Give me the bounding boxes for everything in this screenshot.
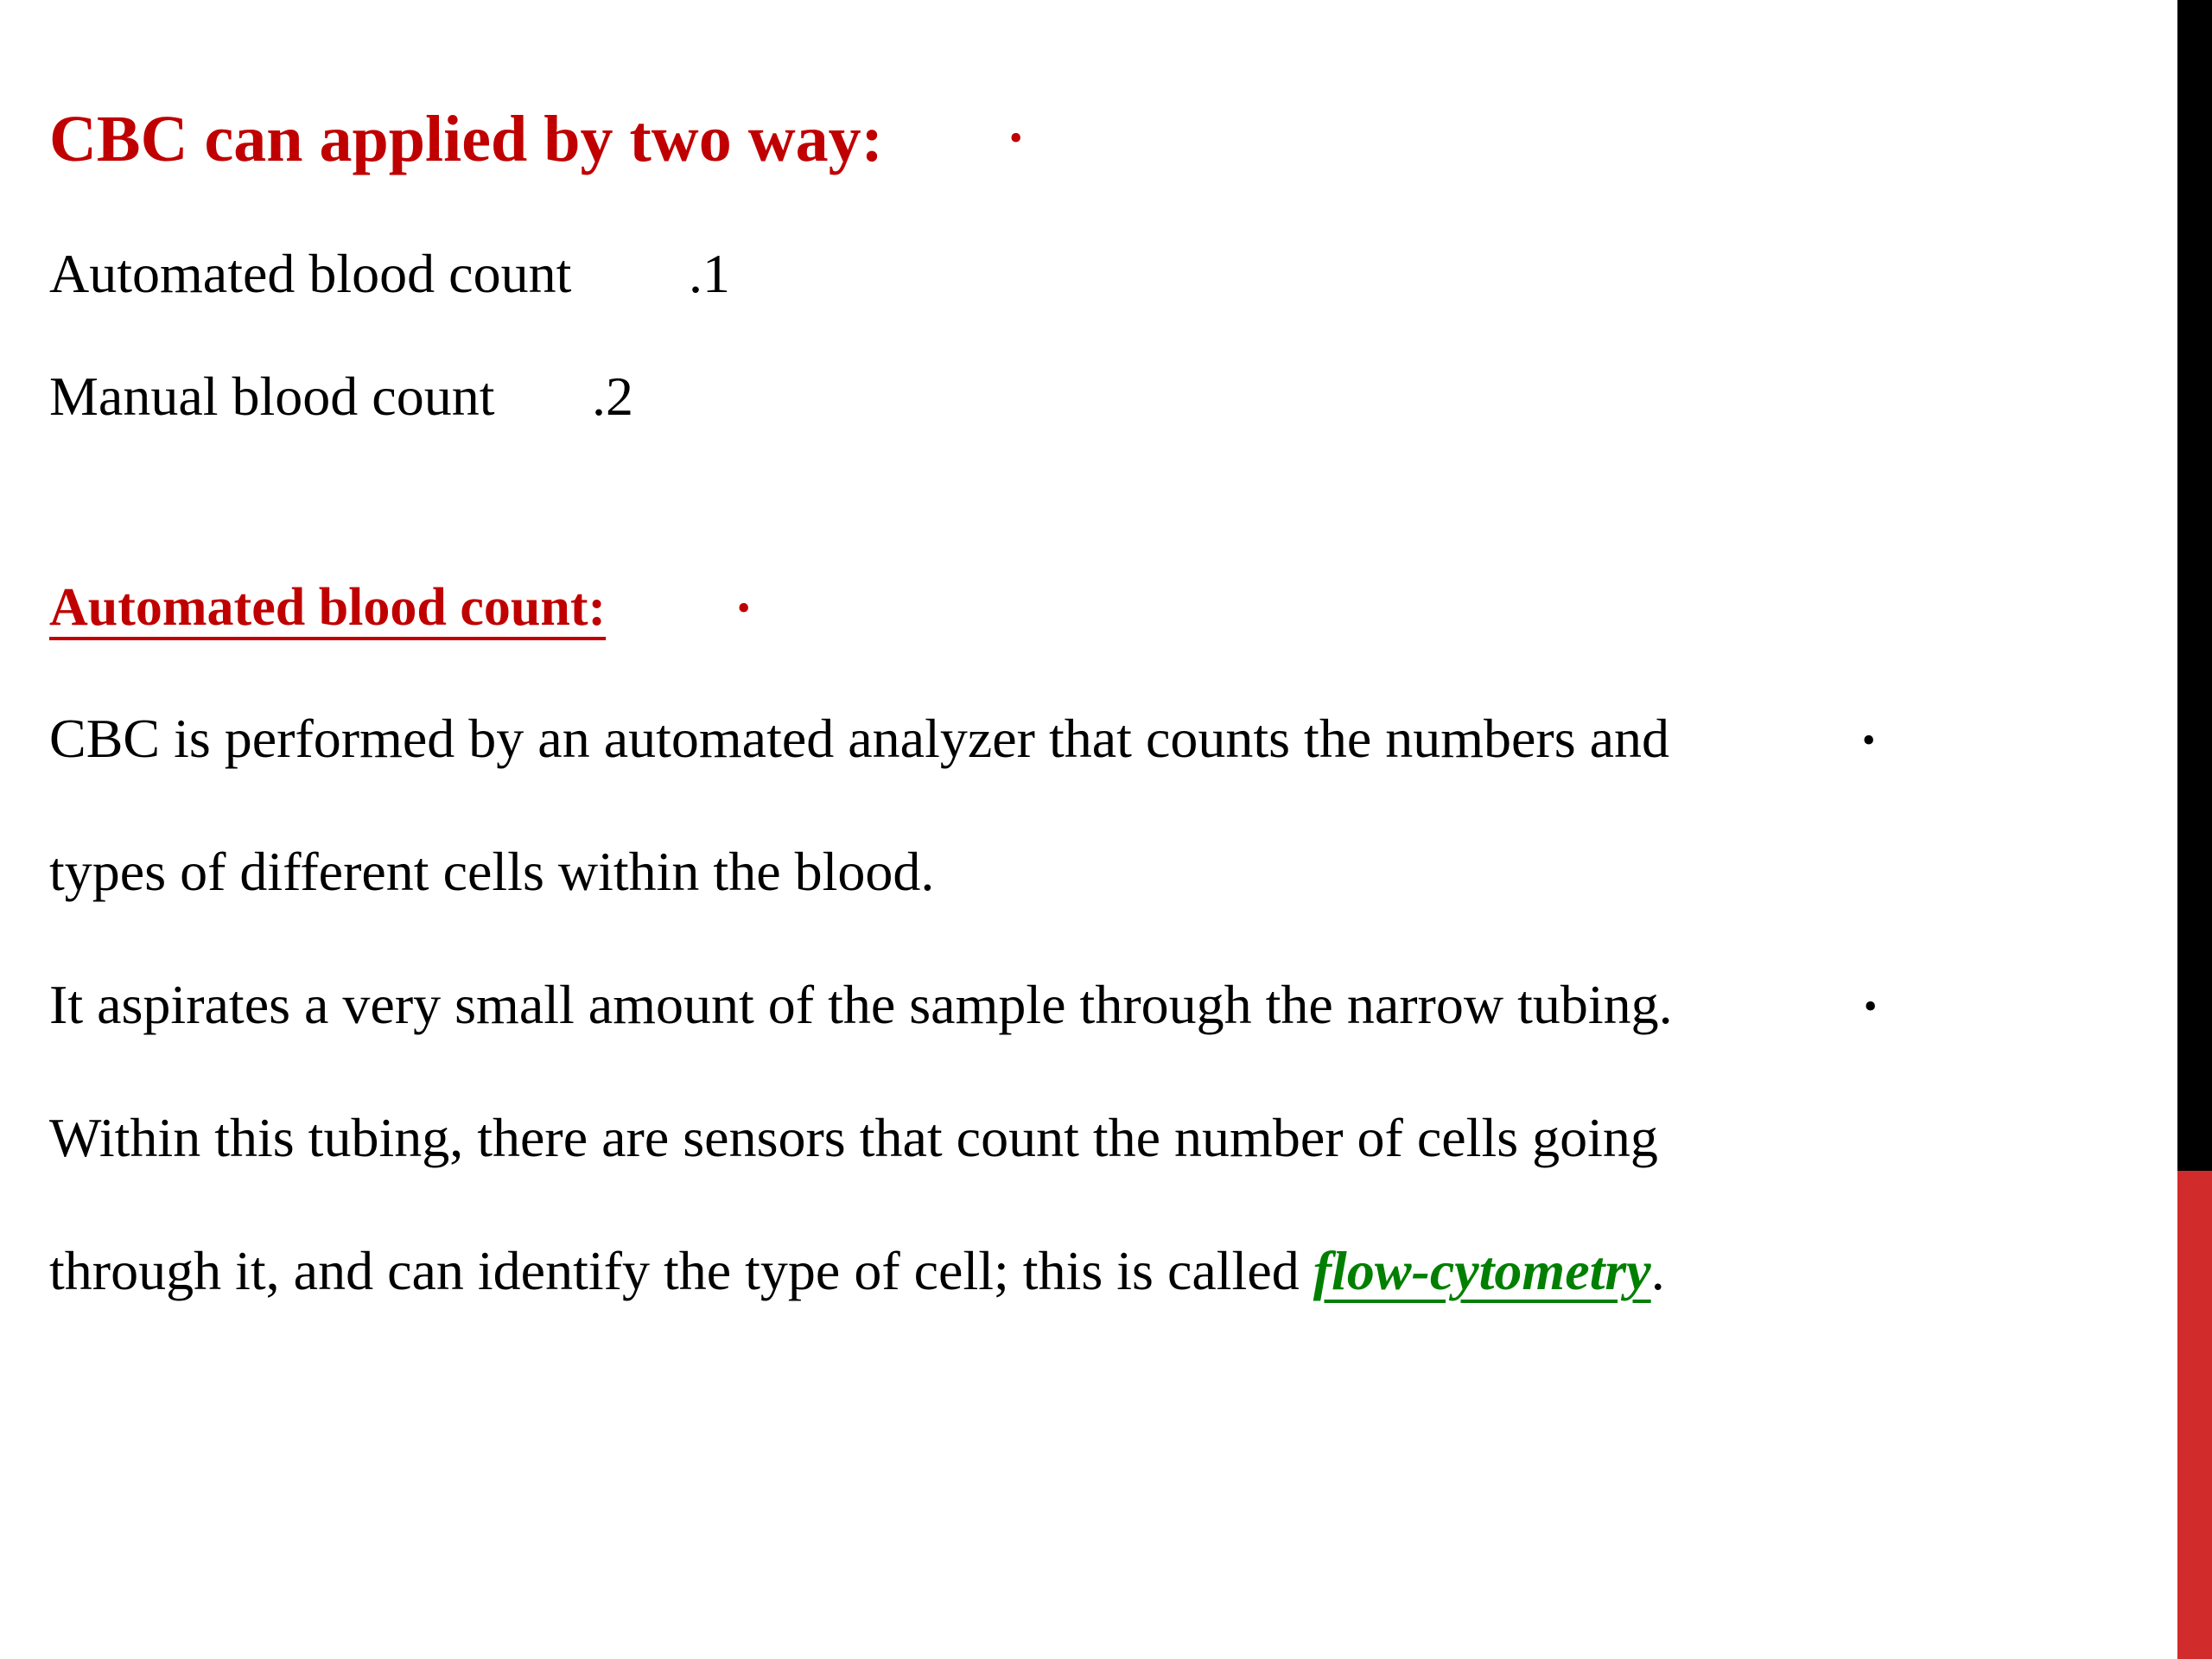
section-subheading: Automated blood count: — [49, 578, 607, 637]
slide-heading: CBC can applied by two way: — [49, 103, 883, 175]
subheading-bullet-icon: • — [737, 587, 751, 629]
sidebar-accent-dark — [2177, 0, 2212, 1171]
method-1-number: .1 — [689, 243, 730, 304]
flow-cytometry-term: flow-cytometry — [1313, 1240, 1651, 1301]
paragraph-1-line-2: types of different cells within the blood. — [49, 841, 935, 902]
paragraph-2-bullet-icon: • — [1864, 985, 1878, 1027]
paragraph-1-bullet-icon: • — [1862, 719, 1876, 761]
method-2-number: .2 — [592, 365, 633, 427]
heading-bullet-icon: • — [1009, 117, 1023, 159]
paragraph-2-line-3-suffix: . — [1650, 1240, 1665, 1301]
sidebar-accent-red — [2177, 1171, 2212, 1659]
paragraph-2-line-3 — [49, 1239, 1665, 1303]
paragraph-1-line-1: CBC is performed by an automated analyzer that counts the numbers and — [49, 708, 1670, 769]
paragraph-2-line-3-prefix: through it, and can identify the type of cell; this is called — [49, 1240, 1313, 1301]
method-2-label: Manual blood count — [49, 365, 495, 427]
paragraph-2-line-2: Within this tubing, there are sensors that count the number of cells going — [49, 1107, 1658, 1168]
method-1-label: Automated blood count — [49, 243, 572, 304]
paragraph-2-line-1: It aspirates a very small amount of the sample through the narrow tubing. — [49, 974, 1673, 1035]
